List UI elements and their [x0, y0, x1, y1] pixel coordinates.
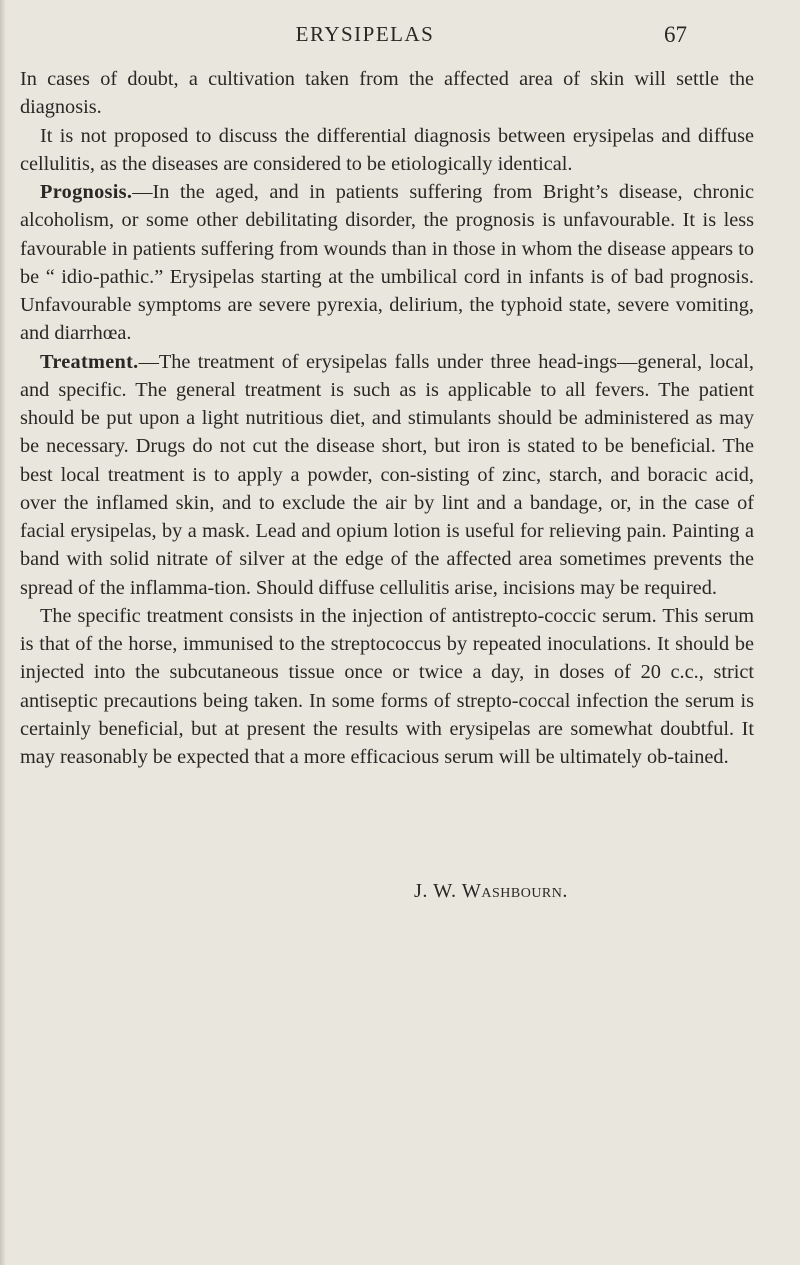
running-head: ERYSIPELAS — [295, 22, 435, 46]
treatment-heading: Treatment. — [40, 350, 139, 373]
treatment-text: —The treatment of erysipelas falls under three head-ings—general, local, and specific. The general treatment is such as is applicable to all fevers. The patient should be put upon a light nutritious diet, and stimulants should be administered as may be necessary. Drugs do not cut the disease short, but iron is stated to be beneficial. The best local treatment is to apply a powder, con-sisting of zinc, starch, and boracic acid, over the inflamed skin, and to exclude the air by lint and a bandage, or, in the case of facial erysipelas, by a mask. Lead and opium lotion is useful for relieving pain. Painting a band with solid nitrate of silver at the edge of the affected area sometimes prevents the spread of the inflamma-tion. Should diffuse cellulitis arise, incisions may be required. — [20, 350, 754, 599]
paragraph-differential-diagnosis: It is not proposed to discuss the differential diagnosis between erysipelas and diffuse cellulitis, as the diseases are considered to be etiologically identical. — [20, 124, 754, 175]
author-signature: J. W. Washbourn. — [414, 880, 568, 902]
page-number: 67 — [664, 22, 687, 47]
paragraph-diagnosis-cultivation: In cases of doubt, a cultivation taken from the affected area of skin will settle the diagnosis. — [20, 68, 754, 119]
body-text — [20, 65, 754, 771]
paragraph-specific-treatment: The specific treatment consists in the injection of antistrepto-coccic serum. This serum is that of the horse, immunised to the streptococcus by repeated inoculations. It should be injected into the subcutaneous tissue once or twice a day, in doses of 20 c.c., strict antiseptic precautions being taken. In some forms of strepto-coccal infection the serum is certainly beneficial, but at present the results with erysipelas are somewhat doubtful. It may reasonably be expected that a more efficacious serum will be ultimately ob-tained. — [20, 604, 754, 768]
paragraph-prognosis — [20, 178, 754, 348]
prognosis-text: —In the aged, and in patients suffering from Bright’s disease, chronic alcoholism, or some other debilitating disorder, the prognosis is unfavourable. It is less favourable in patients suffering from wounds than in those in whom the disease appears to be “ idio-pathic.” Erysipelas starting at the umbilical cord in infants is of bad prognosis. Unfavourable symptoms are severe pyrexia, delirium, the typhoid state, severe vomiting, and diarrhœa. — [20, 181, 754, 345]
paragraph-treatment — [20, 348, 754, 602]
page-edge-shadow — [0, 0, 6, 1265]
prognosis-heading: Prognosis. — [40, 181, 133, 203]
page-header — [0, 22, 800, 52]
